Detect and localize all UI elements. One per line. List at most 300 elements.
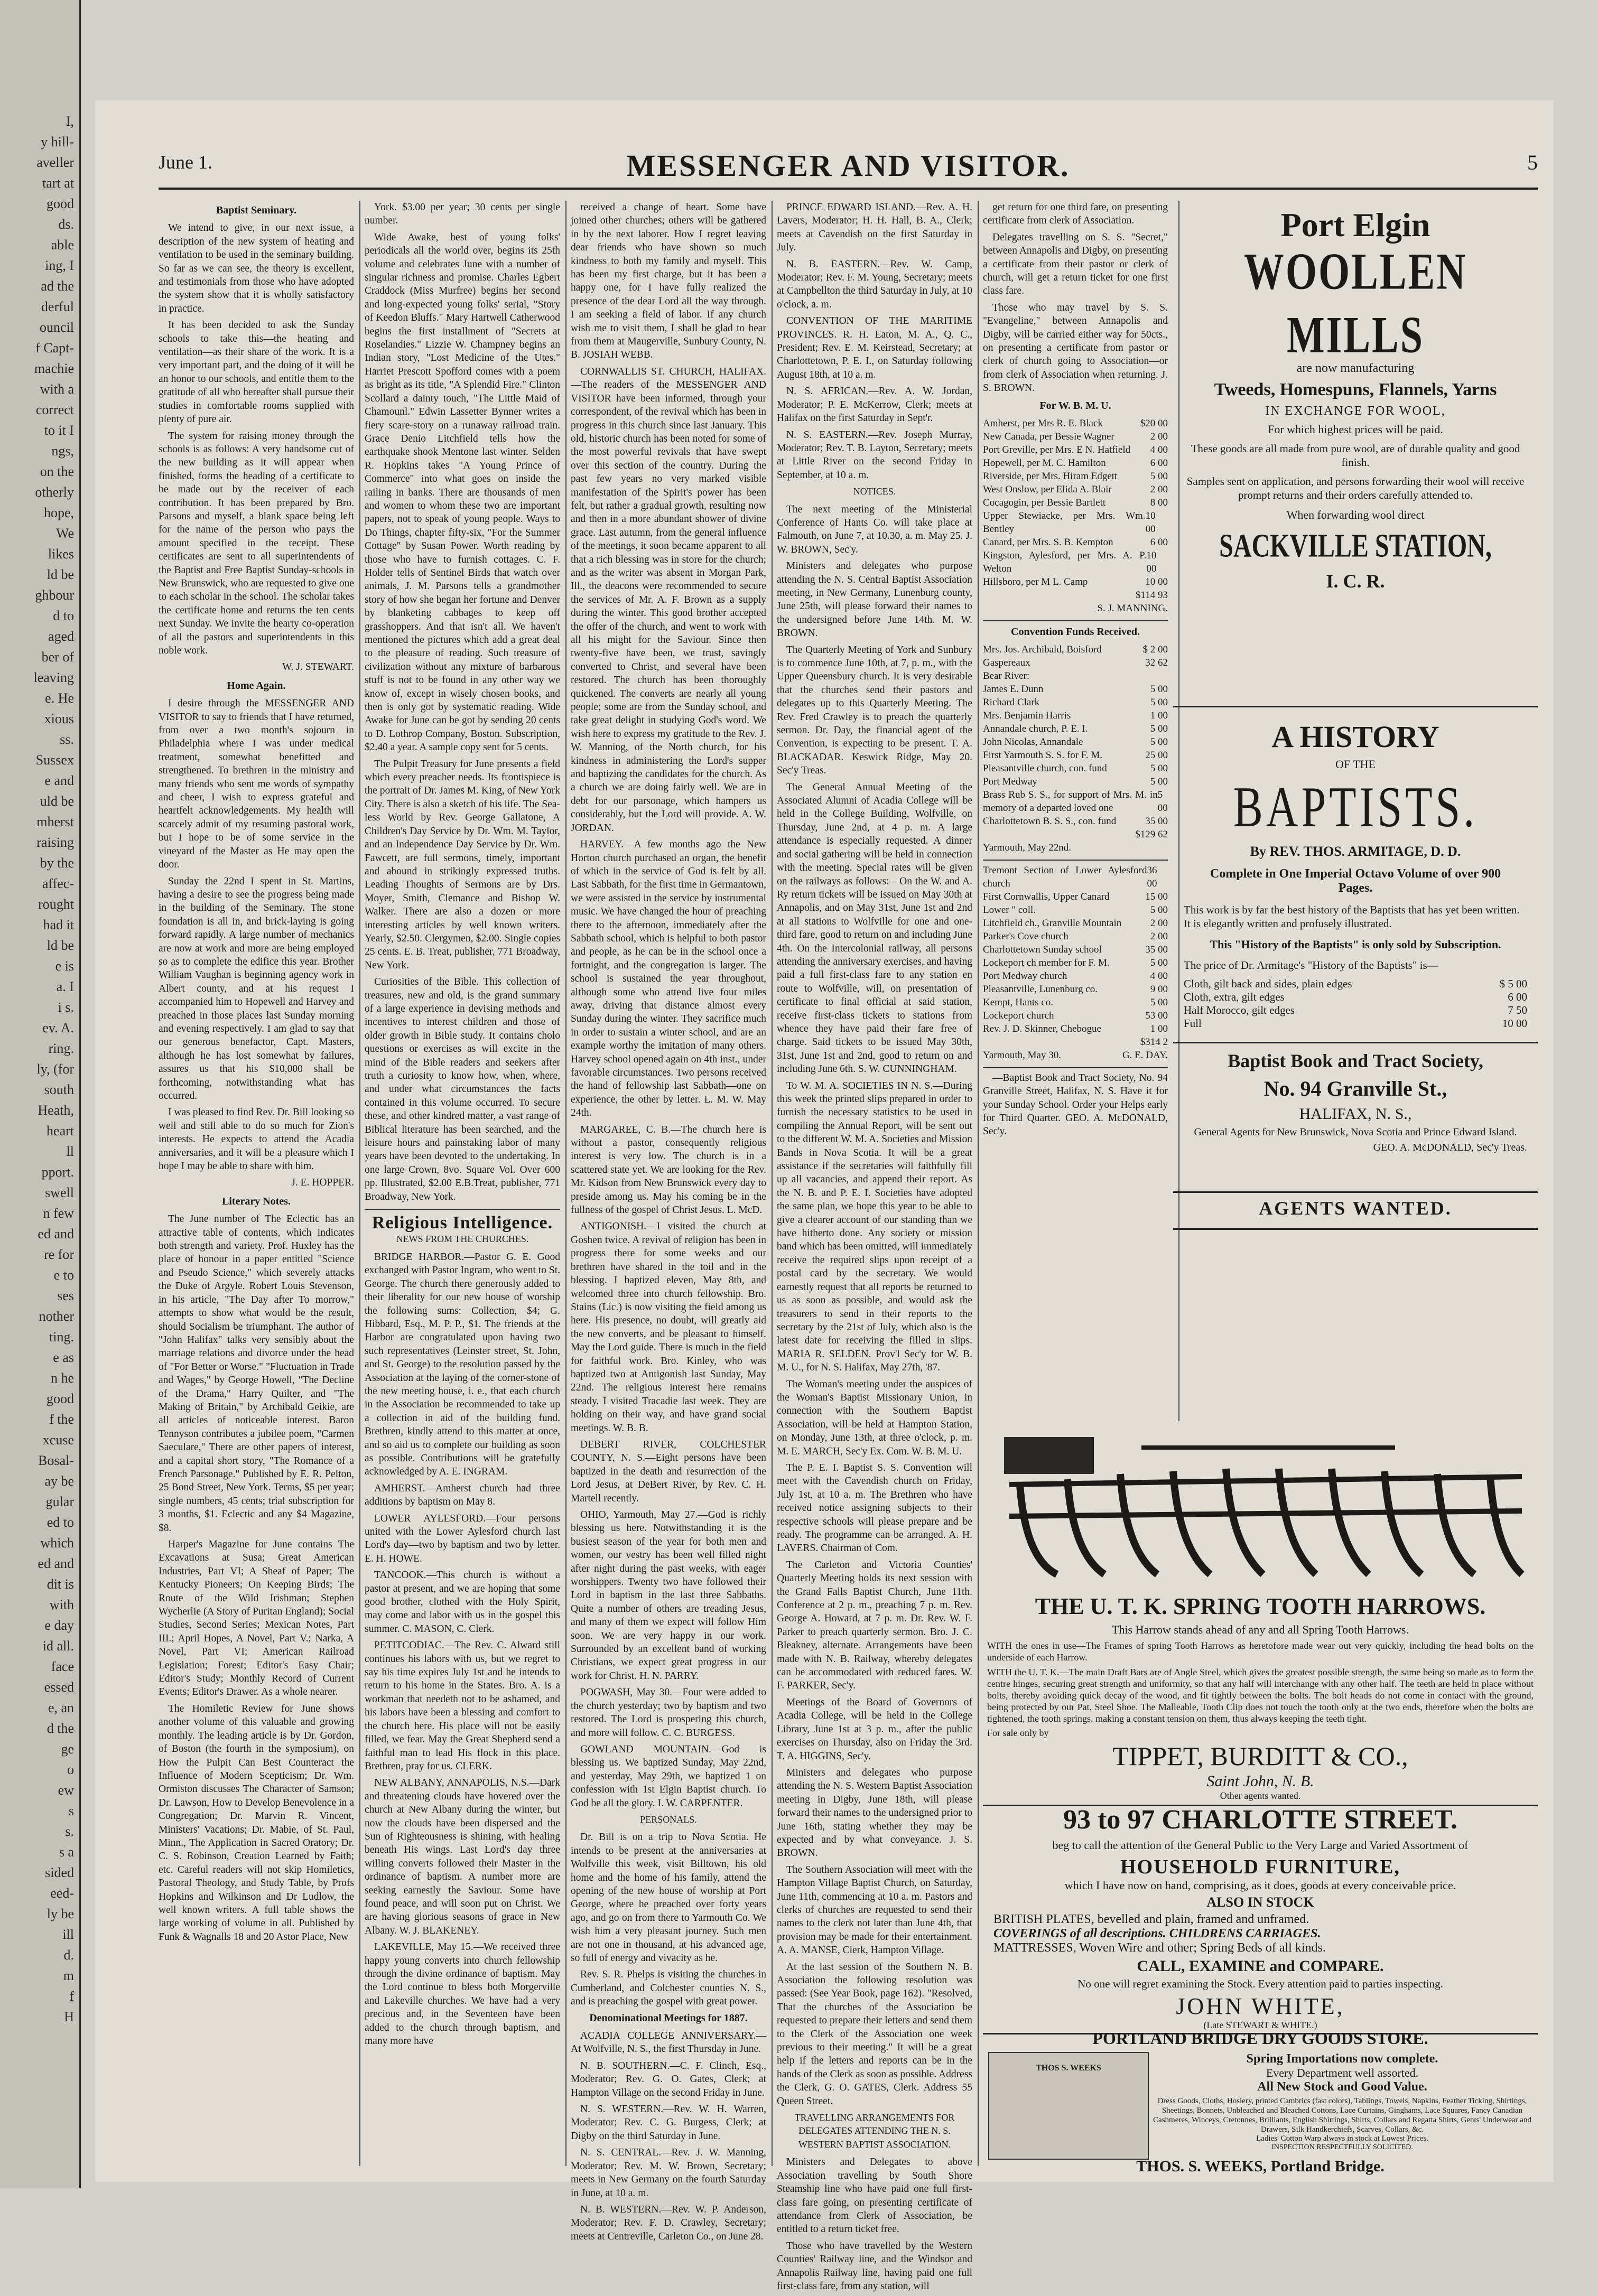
- price-label: Cloth, extra, gilt edges: [1184, 991, 1285, 1003]
- ad-text: beg to call the attention of the General Public to the Very Large and Varied Assortment of: [1052, 1838, 1469, 1852]
- fund-footer: [983, 1049, 1168, 1062]
- fund-amount: 5 00: [1150, 776, 1168, 787]
- fund-amount: 10 00: [1145, 576, 1168, 587]
- notice-item: The Quarterly Meeting of York and Sunbury is to commence June 10th, at 7, p. m., with the Upper Queensbury church. It is very desirable that the churches send their pastors and delegates up to this Quarterly Meeting. The Rev. Fred Crawley is to preach the quarterly sermon. Dr. Day, the financial agent of the Convention, is expecting to be present. T. A. BLACKADAR. Keswick Ridge, May 20. Sec'y Treas.: [777, 644, 972, 777]
- fund-donor: Annandale church, P. E. I.: [983, 723, 1088, 734]
- fund-row: [983, 735, 1168, 749]
- storefront-sign: THOS S. WEEKS: [1036, 2064, 1101, 2073]
- fund-donor: Lockeport ch member for F. M.: [983, 957, 1110, 968]
- news-item: received a change of heart. Some have joined other churches; others will be gathered in by the next laborer. How I regret leaving dear friends who have shown so much kindness to both my family and myself. This has been my first charge, but it has been a happy one, for I have fully realized the presence of the dear Lord all the way through. I am seeking a field of labor. If any church wish me to visit them, I shall be glad to hear from them at Maugerville, Sunbury County, N. B. JOSIAH WEBB.: [571, 202, 766, 361]
- meeting-item: N. B. EASTERN.—Rev. W. Camp, Moderator; Rev. F. M. Young, Secretary; meets at Campbellton the third Saturday in July, at 10 o'clock, a. m.: [777, 258, 972, 310]
- price-row: [1184, 991, 1527, 1004]
- spring-tooth-harrow-ad: [983, 1426, 1538, 1801]
- fragment-line: e day: [44, 1618, 74, 1633]
- fund-row: [983, 443, 1168, 456]
- fund-donor: Cocagogin, per Bessie Bartlett: [983, 497, 1106, 508]
- fund-amount: 53 00: [1145, 1010, 1168, 1021]
- section-heading: Denominational Meetings for 1887.: [589, 2012, 748, 2024]
- fragment-line: e, an: [48, 1700, 74, 1715]
- personals-heading: PERSONALS.: [640, 1814, 697, 1825]
- fragment-line: swell: [45, 1185, 74, 1200]
- meeting-item: N. B. SOUTHERN.—C. F. Clinch, Esq., Moderator; Rev. G. O. Gates, Clerk; at Hampton Village on the second Friday in June.: [571, 2060, 766, 2098]
- ad-text: OF THE: [1335, 758, 1376, 771]
- fund-donor: Lower " coll.: [983, 904, 1036, 916]
- ad-text: (Late STEWART & WHITE.): [983, 2020, 1538, 2034]
- price-label: Cloth, gilt back and sides, plain edges: [1184, 977, 1352, 990]
- ad-text: which I have now on hand, comprising, as it does, goods at every conceivable price.: [1064, 1879, 1456, 1892]
- fragment-line: ev. A.: [42, 1020, 74, 1035]
- price-value: 7 50: [1508, 1004, 1527, 1016]
- ad-headline: Baptist Book and Tract Society,: [1228, 1050, 1483, 1071]
- fragment-line: Heath,: [38, 1103, 74, 1118]
- fragment-line: e and: [44, 773, 74, 788]
- masthead-rule: [159, 188, 1538, 190]
- fund-row: [983, 683, 1168, 696]
- fragment-line: to it I: [44, 423, 74, 438]
- fragment-line: ed and: [38, 1226, 74, 1242]
- religious-intelligence-heading: Religious Intelligence.: [371, 1213, 553, 1233]
- fragment-line: e to: [53, 1267, 74, 1283]
- signature: W. J. STEWART.: [282, 661, 354, 673]
- news-item: LOWER AYLESFORD.—Four persons united with the Lower Aylesford church last Lord's day—two by baptism and two by letter. E. H. HOWE.: [365, 1513, 560, 1564]
- ad-text: For which highest prices will be paid.: [1268, 423, 1443, 436]
- fund-total-row: [983, 1035, 1168, 1049]
- section-heading: Home Again.: [227, 679, 286, 692]
- ad-text: CALL, EXAMINE and COMPARE.: [1137, 1957, 1384, 1975]
- ad-headline: BAPTISTS.: [1233, 776, 1478, 839]
- fund-donor: Upper Stewiacke, per Mrs. Wm. Bentley: [983, 510, 1146, 535]
- fragment-line: We: [56, 526, 74, 541]
- advertisement-column: [1173, 201, 1538, 1230]
- news-item: HARVEY.—A few months ago the New Horton church purchased an organ, the benefit of which in the service of God is felt by all. Last Sabbath, for the first time in Germantown, we were assisted in the service by instrumental music. We have changed the hour of preaching there to the afternoon, immediately after the Sabbath school, which is helpful to both pastor and people, as he can be in the school once a fortnight, and the congregation is larger. The school is sustained the year throughout, although some who attend live four miles away, driving that distance almost every Sunday during the winter. They sacrifice much in order to sustain a winter school, and are an example worthy the imitation of many others. Harvey school opened again on 4th inst., under favorable circumstances. Two persons received the hand of fellowship last Sabbath—one on experience, the other by letter. L. M. W. May 24th.: [571, 839, 766, 1119]
- fund-amount: 5 00: [1150, 470, 1168, 482]
- fund-row: [983, 643, 1168, 656]
- price-label: Half Morocco, gilt edges: [1184, 1004, 1295, 1016]
- notice-item: Ministers and delegates who purpose attending the N. S. Western Baptist Association meeting in Digby, June 18th, will please forward their names to the undersigned prior to June 16th, stating whether they may be expected and by what conveyance. J. S. BROWN.: [777, 1767, 972, 1859]
- fund-amount: 4 00: [1150, 444, 1168, 455]
- agents-wanted-banner: [1173, 1193, 1538, 1230]
- ad-text: I. C. R.: [1326, 571, 1385, 592]
- page-number: 5: [1527, 151, 1538, 174]
- fragment-line: correct: [35, 402, 74, 417]
- fund-amount: 5 00: [1150, 957, 1168, 968]
- ad-headline: HOUSEHOLD FURNITURE,: [1120, 1856, 1400, 1878]
- ad-text: No. 94 Granville St.,: [1263, 1077, 1447, 1100]
- ad-text: This Harrow stands ahead of any and all Spring Tooth Harrows.: [1112, 1623, 1409, 1636]
- fund-amount: 6 00: [1150, 536, 1168, 548]
- fragment-line: derful: [41, 299, 74, 314]
- notice-item: Meetings of the Board of Governors of Acadia College, will be held in the College Library, June 1st at 3 p. m., after the public exercises on Thursday, also on Friday the 3rd. T. A. HIGGINS, Sec'y.: [777, 1696, 972, 1762]
- notice-item: At the last session of the Southern N. B. Association the following resolution was passed: (See Year Book, page 162). "Resolved, That the churches of the Association be requested to prepare their letters and send them to the Clerk of the Association one week previous to their meeting." It will be a great help if the letters and reports can be in the hands of the Clerk as soon as possible. Address the Clerk, G. O. GATES, Clerk. Address 55 Queen Street.: [777, 1961, 972, 2107]
- fund-amount: 35 00: [1145, 944, 1168, 955]
- meeting-item: CONVENTION OF THE MARITIME PROVINCES. R. H. Eaton, M. A., Q. C., President; Rev. E. M. Keirstead, Secretary; at Charlottetown, P. E. I., on Saturday following August 18th, at 10 a. m.: [777, 315, 972, 380]
- article-paragraph: Sunday the 22nd I spent in St. Martins, having a desire to see the progress being made in the building of the Seminary. The stone foundation is all in, and brick-laying is going forward rapidly. A large number of mechanics are now at work and more are being employed so as to complete the edifice this year. Brother William Vaughan is beginning agency work in Albert county, and at his request I accompanied him to Hopewell and Harvey and preached in those places last Sunday morning and evening respectively. I am glad to say that our generous benefactor, Capt. Masters, although he has lost somewhat by failures, assures us that his $10,000 shall be forthcoming, notwithstanding what has occurred.: [159, 875, 354, 1102]
- fund-rows: [983, 417, 1168, 589]
- fund-place: Yarmouth, May 30.: [983, 1049, 1061, 1061]
- fund-row: [983, 722, 1168, 735]
- fund-amount: 2 00: [1150, 930, 1168, 942]
- fund-amount: 10 00: [1146, 549, 1157, 574]
- article-paragraph: I was pleased to find Rev. Dr. Bill looking so well and still able to do so much for Zion's interests. He expects to attend the Acadia anniversaries, and it will be a pleasure which I hope I may be able to share with him.: [159, 1107, 354, 1172]
- portland-bridge-dry-goods-ad: [983, 2029, 1538, 2177]
- fragment-line: leaving: [33, 670, 74, 685]
- section-heading: Literary Notes.: [222, 1195, 291, 1207]
- fund-donor: New Canada, per Bessie Wagner: [983, 431, 1114, 442]
- ad-text: These goods are all made from pure wool, are of durable quality and good finish.: [1191, 442, 1520, 469]
- ad-text: By REV. THOS. ARMITAGE, D. D.: [1250, 844, 1461, 859]
- fund-row: [983, 943, 1168, 956]
- notice-item: —Baptist Book and Tract Society, No. 94 Granville Street, Halifax, N. S. Have it for your Sunday School. Order your Helps early for Third Quarter. GEO. A. McDONALD, Sec'y.: [983, 1072, 1168, 1137]
- fund-place: Yarmouth, May 22nd.: [983, 842, 1071, 853]
- fund-donor: Pleasantville church, con. fund: [983, 762, 1107, 774]
- fragment-line: i s.: [58, 1000, 74, 1015]
- fragment-line: ds.: [58, 217, 74, 232]
- fund-amount: 6 00: [1150, 457, 1168, 469]
- fragment-line: s.: [65, 1824, 74, 1839]
- fund-total-row: [983, 828, 1168, 841]
- fragment-line: raising: [36, 835, 74, 850]
- paper-title: MESSENGER AND VISITOR.: [626, 148, 1070, 183]
- ad-text: Tweeds, Homespuns, Flannels, Yarns: [1214, 380, 1497, 399]
- column-divider: [772, 201, 773, 2166]
- fragment-line: H: [64, 2009, 74, 2024]
- fund-donor: Lockeport church: [983, 1010, 1054, 1021]
- fund-donor: Canard, per Mrs. S. B. Kempton: [983, 536, 1113, 548]
- fragment-line: ly be: [47, 1906, 74, 1921]
- news-item: AMHERST.—Amherst church had three additions by baptism on May 8.: [365, 1482, 560, 1508]
- fragment-line: with: [49, 1597, 74, 1612]
- fund-amount: 5 00: [1150, 736, 1168, 748]
- ad-text: INSPECTION RESPECTFULLY SOLICITED.: [1271, 2143, 1413, 2151]
- news-item: DEBERT RIVER, COLCHESTER COUNTY, N. S.—Eight persons have been baptized in the death and resurrection of the Lord Jesus, at DeBert River, by Rev. C. H. Martell recently.: [571, 1439, 766, 1504]
- fund-total: $129 62: [1135, 828, 1168, 840]
- column-divider: [978, 201, 979, 2166]
- news-item: CORNWALLIS ST. CHURCH, HALIFAX.—The readers of the MESSENGER AND VISITOR have been informed, through your correspondent, of the revival which has been in progress in this church since last January. This old, historic church has been noted for some of the most powerful revivals that have swept over this section of the country. During the past few years no very marked visible manifestation of the Spirit's power has been felt, but rather a gradual growth, resulting now and then in a more abundant shower of divine grace. Last autumn, from the general influence of the meetings, it soon became apparent to all that a rich blessing was in store for the church; and as the writer was absent in Morgan Park, Ill., the deacons were recommended to secure the services of Mr. A. F. Brown as a supply during the winter. This good brother accepted the offer of the church, and went to work with all his might for the Saviour. Since then twenty-five have been, we trust, savingly converted to Christ, and several have been restored. The church has been thoroughly quickened. The converts are nearly all young people; some are from the Sunday school, and take great delight in studying God's word. We wish here to express my gratitude to the Rev. J. W. Manning, of the North church, for his kindness in administering the Lord's supper and baptizing the candidates for the church. As a church we are doing fairly well. We are in debt for our parsonage, which hampers us considerably, but the Lord will provide. A. W. JORDAN.: [571, 366, 766, 834]
- fund-amount: 2 00: [1150, 431, 1168, 442]
- column-5: [983, 201, 1168, 1142]
- ad-text: Complete in One Imperial Octavo Volume of over 900 Pages.: [1210, 867, 1501, 895]
- price-value: 10 00: [1502, 1017, 1527, 1030]
- fund-amount: 1 00: [1150, 1023, 1168, 1034]
- fund-amount: 5 00: [1150, 683, 1168, 695]
- ad-text: For sale only by: [987, 1728, 1049, 1738]
- signature: G. E. DAY.: [1122, 1049, 1168, 1061]
- fragment-line: ld be: [47, 567, 74, 582]
- fund-amount: 5 00: [1150, 723, 1168, 734]
- fund-amount: 10 00: [1145, 510, 1156, 535]
- fragment-line: eed-: [50, 1886, 74, 1901]
- ad-headline: WOOLLEN MILLS: [1243, 242, 1467, 364]
- fragment-line: f: [69, 1989, 74, 2004]
- fund-row: [983, 969, 1168, 983]
- fund-donor: Parker's Cove church: [983, 930, 1069, 942]
- fragment-line: likes: [48, 546, 74, 562]
- notice-item: The General Annual Meeting of the Associated Alumni of Acadia College will be held in the College Building, Wolfville, on Thursday, June 2nd, at 4 p. m. A large attendance is especially requested. A dinner and social gathering will be held in connection with the meeting. Special rates will be given on the railways as follows:—On the W. and A. Ry return tickets will be issued on May 30th at Annapolis, and on May 31st, June 1st and 2nd at all stations to Wolfville for one and one-third fare, good to return on and including June 4th. On the Intercolonial railway, all persons attending the anniversary exercises, and having paid a full first-class fare to any station en route to Wolfville, will, on presentation of certificate to final official at said station, receive first-class tickets to stations from whence they have paid their fare free of charge. Said tickets to be issued May 30th, 31st, June 1st and 2nd, good to return on and including June 6th. S. W. CUNNINGHAM.: [777, 781, 972, 1075]
- newspaper-page: [95, 100, 1554, 2292]
- fund-row: [983, 983, 1168, 996]
- fragment-line: machie: [34, 361, 74, 376]
- ad-text: Dress Goods, Cloths, Hosiery, printed Cambrics (fast colors), Tablings, Towels, Napkins, Feather Ticking, Shirtings, Sheetings, Bonnets, Unbleached and Bleached Cottons, Lace Curtains, Ginghams, Lace Squares, Fancy Canadian Cashmeres, Winceys, Cretonnes, Brilliants, English Shirtings, Shirts, Collars and Regatta Shirts, Gents' Underwear and Drawers, Silk Handkerchiefs, Scarves, Collars, &c.: [1153, 2097, 1531, 2134]
- meeting-item: PRINCE EDWARD ISLAND.—Rev. A. H. Lavers, Moderator; H. H. Hall, B. A., Clerk; meets at Cavendish on the first Saturday in July.: [777, 202, 972, 254]
- history-of-baptists-ad: [1173, 707, 1538, 1193]
- fund-rows: [983, 864, 1168, 1035]
- ad-headline: PORTLAND BRIDGE DRY GOODS STORE.: [1092, 2029, 1428, 2048]
- ad-text: The price of Dr. Armitage's "History of the Baptists" is—: [1184, 959, 1438, 972]
- notice-item: Ministers and delegates who purpose attending the N. S. Central Baptist Association meeting, in New Germany, Lunenburg county, June 25th, will please forward their names to the undersigned before June 14th. M. W. BROWN.: [777, 561, 972, 639]
- fragment-line: dit is: [47, 1576, 74, 1592]
- ad-text: When forwarding wool direct: [1286, 508, 1425, 521]
- fund-amount: 8 00: [1150, 497, 1168, 508]
- issue-date: June 1.: [159, 152, 212, 173]
- article-paragraph: We intend to give, in our next issue, a description of the new system of heating and ventilation to be used in the seminary building. So far as we can see, the theory is excellent, and testimonials from those who have adopted the system show that it is wholly satisfactory in practice.: [159, 222, 354, 314]
- port-elgin-woollen-mills-ad: [1173, 201, 1538, 707]
- news-item: TANCOOK.—This church is without a pastor at present, and we are hoping that some good brother, clothed with the Holy Spirit, may come and labor with us in the gospel this summer. C. MASON, C. Clerk.: [365, 1570, 560, 1635]
- article-paragraph: Harper's Magazine for June contains The Excavations at Susa; Great American Industries, Part VI; A Sheaf of Paper; The Kentucky Pioneers; On Keeping Birds; The Route of the Wild Irishman; Stephen Wycherlie (A Story of Puritan England); Social Studies, Second Series; Mexican Notes, Part III.; April Hopes, A Novel, Part V.; Narka, A Novel, Part VI; American Railroad Legislation; Forest; Editor's Easy Chair; Editor's Study; Monthly Record of Current Events; Editor's Drawer. As a whole nearer.: [159, 1539, 354, 1698]
- fragment-line: y hill-: [41, 134, 74, 150]
- fund-row: [983, 483, 1168, 496]
- fragment-line: n he: [50, 1370, 74, 1386]
- fund-total: $314 2: [1140, 1036, 1168, 1048]
- harrow-seat-icon: [1004, 1437, 1094, 1474]
- fund-row: [983, 430, 1168, 443]
- section-heading: Baptist Seminary.: [216, 204, 297, 216]
- fund-row: [983, 864, 1168, 890]
- meeting-item: N. S. EASTERN.—Rev. Joseph Murray, Moderator; Rev. T. B. Layton, Secretary; meets at Little River on the second Friday in September, at 10 a. m.: [777, 429, 972, 481]
- notice-item: To W. M. A. SOCIETIES IN N. S.—During this week the printed slips prepared in order to furnish the necessary statistics to be used in compiling the Annual Report, will be sent out to the different W. M. A. Societies and Mission Bands in Nova Scotia. It will be a great assistance if the secretaries will faithfully fill up all vacancies, and append their report. As the N. B. and P. E. I. Societies have adopted the same plan, we hope this year to be able to give a clearer account of our standing than we have hitherto done. Any society or mission band which has been omitted, will immediately receive the required slips upon receipt of a postal card by the secretary. We would earnestly request that all reports be returned to us as soon as possible, and would ask the treasurers to send in their reports to the secretary by the 21st of July, which also is the latest date for receiving the filled in slips. MARIA R. SELDEN. Prov'l Sec'y for W. B. M. U., for N. S. Halifax, May 27th, '87.: [777, 1080, 972, 1374]
- fragment-line: hope,: [43, 505, 74, 520]
- article-paragraph: The system for raising money through the schools is as follows: A very handsome cut of the new building as it will appear when finished, forms the heading of a certificate to be made out by the receiver of each contribution. It has been prepared by Bro. Parsons and myself, a blank space being left for the name of the person who pays the amount specified in the receipt. These certificates are sent to all superintendents of the Baptist and Free Baptist Sunday-schools in New Brunswick, who are requested to give one to each scholar in the school. The scholar takes the certificate home and returns the ten cents next Sunday. We invite the hearty co-operation of all the pastors and superintendents in this noble work.: [159, 430, 354, 656]
- fund-amount: 36 00: [1147, 864, 1157, 889]
- fund-row: [983, 536, 1168, 549]
- ad-headline: A HISTORY: [1271, 720, 1439, 754]
- fund-row: [983, 496, 1168, 509]
- article-paragraph: The June number of The Eclectic has an attractive table of contents, which indicates both strength and variety. Prof. Huxley has the place of honour in a paper entitled "Science and Pseudo Science," which severely attacks the Duke of Argyle. Robert Louis Stevenson, in his article, "The Day after To morrow," attempts to show what would be the result, should Socialism be triumphant. The author of "John Halifax" talks very sensibly about the marriage relations and divorce under the head of "For Better or Worse." "Fluctuation in Trade and Wages," by George Howell, "The Decline of the Drama," Harry Quilter, and "The Making of Britain," by Archibald Geikie, are all articles of noticeable interest. Baron Tennyson contributes a jubilee poem, "Carmen Saeculare," There are other papers of interest, and a capital short story, "The Romance of a French Parsonage." Published by E. R. Pelton, 25 Bond Street, New York. Terms, $5 per year; single numbers, 45 cents; trial subscription for 3 months, $1. Eclectic and any $4 Magazine, $8.: [159, 1214, 354, 1534]
- fund-donor: Hillsboro, per M L. Camp: [983, 576, 1088, 587]
- fund-amount: 4 00: [1150, 970, 1168, 982]
- fund-row: [983, 815, 1168, 828]
- article-paragraph: I desire through the MESSENGER AND VISITOR to say to friends that I have returned, from over a two month's sojourn in Philadelphia where I was under medical treatment, somewhat benefitted and strengthened. To brethren in the ministry and many friends who sent me words of sympathy and cheer, I wish to express grateful and heartfelt acknowledgements. My health will scarcely admit of my resuming pastoral work, but I hope to be of some service in the vineyard of the Master as He may open the door.: [159, 698, 354, 871]
- column-divider: [359, 201, 360, 2166]
- fund-amount: 32 62: [1145, 657, 1168, 668]
- price-row: [1184, 1017, 1527, 1030]
- fund-heading: For W. B. M. U.: [1039, 399, 1111, 412]
- column-2: [365, 201, 560, 2051]
- fragment-line: ghbour: [35, 587, 74, 603]
- meeting-item: N. S. WESTERN.—Rev. W. H. Warren, Moderator; Rev. C. G. Burgess, Clerk; at Digby on the third Saturday in June.: [571, 2104, 766, 2142]
- fund-donor: Port Medway: [983, 776, 1037, 787]
- fragment-line: tart at: [42, 175, 74, 191]
- ad-headline: JOHN WHITE,: [1176, 1993, 1345, 2019]
- fragment-line: mherst: [36, 814, 74, 829]
- signature: J. E. HOPPER.: [291, 1177, 354, 1189]
- ad-text: COVERINGS of all descriptions. CHILDRENS CARRIAGES.: [993, 1927, 1321, 1940]
- fragment-line: xious: [44, 711, 74, 726]
- fragment-line: essed: [44, 1679, 74, 1695]
- fragment-line: ad the: [41, 278, 74, 294]
- notice-item: get return for one third fare, on presenting certificate from clerk of Association.: [983, 202, 1168, 227]
- fragment-line: Bosal-: [38, 1453, 74, 1468]
- fragment-line: f Capt-: [35, 340, 74, 356]
- news-subheading: NEWS FROM THE CHURCHES.: [396, 1234, 529, 1245]
- fragment-line: pport.: [41, 1164, 74, 1180]
- ad-text: General Agents for New Brunswick, Nova Scotia and Prince Edward Island.: [1194, 1126, 1517, 1138]
- fragment-line: with a: [40, 381, 74, 397]
- ad-headline: 93 to 97 CHARLOTTE STREET.: [1063, 1805, 1457, 1835]
- fragment-line: on the: [40, 464, 74, 479]
- fund-row: [983, 417, 1168, 430]
- fund-donor: Mrs. Benjamin Harris: [983, 710, 1071, 721]
- fund-row: [983, 709, 1168, 722]
- ad-headline: THE U. T. K. SPRING TOOTH HARROWS.: [1035, 1593, 1486, 1619]
- fragment-line: ly, (for: [36, 1061, 74, 1077]
- fund-donor: Hopewell, per M. C. Hamilton: [983, 457, 1106, 469]
- fund-donor: Bear River:: [983, 670, 1030, 682]
- fund-amount: 5 00: [1150, 696, 1168, 708]
- notice-item: Those who may travel by S. S. "Evangeline," between Annapolis and Digby, will be carried either way for 50cts., on presenting a certificate from pastor or clerk of church going to Association—or from clerk of Association when returning. J. S. BROWN.: [983, 302, 1168, 394]
- fund-amount: 2 00: [1150, 483, 1168, 495]
- section-rule: [365, 1209, 560, 1210]
- fragment-line: s: [68, 1803, 74, 1818]
- ad-text: MATTRESSES, Woven Wire and other; Spring Beds of all kinds.: [993, 1941, 1326, 1955]
- fund-donor: Rev. J. D. Skinner, Chebogue: [983, 1023, 1101, 1034]
- fragment-line: affec-: [42, 876, 74, 891]
- price-row: [1184, 1004, 1527, 1017]
- fund-donor: Tremont Section of Lower Aylesford church: [983, 864, 1147, 889]
- portland-ad-text: [1152, 2052, 1532, 2152]
- fund-amount: 5 00: [1150, 996, 1168, 1008]
- ad-text: All New Stock and Good Value.: [1257, 2080, 1427, 2094]
- fund-donor: First Cornwallis, Upper Canard: [983, 891, 1110, 902]
- fund-row: [983, 1009, 1168, 1022]
- fund-donor: Litchfield ch., Granville Mountain: [983, 917, 1122, 929]
- ad-text: IN EXCHANGE FOR WOOL,: [1265, 404, 1446, 418]
- fund-donor: Mrs. Jos. Archibald, Boisford: [983, 643, 1102, 655]
- tract-society-notice: [1173, 1042, 1538, 1154]
- signature: S. J. MANNING.: [1097, 602, 1168, 614]
- storefront-illustration: [988, 2052, 1149, 2160]
- ad-text: Ladies' Cotton Warp always in stock at Lowest Prices.: [1256, 2134, 1428, 2143]
- fund-donor: Port Greville, per Mrs. E N. Hatfield: [983, 444, 1131, 455]
- ad-text: BRITISH PLATES, bevelled and plain, framed and unframed.: [993, 1912, 1309, 1926]
- fragment-line: able: [51, 237, 74, 253]
- fund-row: [983, 788, 1168, 815]
- fund-amount: 5 00: [1157, 789, 1168, 814]
- fund-row: [983, 917, 1168, 930]
- fragment-line: south: [44, 1082, 74, 1097]
- fund-amount: 35 00: [1145, 815, 1168, 827]
- article-paragraph: Wide Awake, best of young folks' periodicals all the world over, begins its 25th volume and celebrates June with a number of singular richness and promise. Charles Egbert Craddock (Miss Murfree) begins her second and long-expected young folks' serial, "Story of Keedon Bluffs." Mary Hartwell Catherwood begins the first installment of "Secrets at Roselandies." Lizzie W. Champney begins an Indian story, "Lost Medicine of the Utes." Harriet Prescott Spofford comes with a poem as bright as its title, "A Splendid Fire." Clinton Scollard a dainty touch, "The Little Maid of Chamounl." Edwin Lassetter Bynner writes a fiery scare-story on a runaway railroad train. Grace Denio Litchfield tells how the earthquake shook Mentone last winter. Selden R. Hopkins takes "A Young Prince of Commerce" into what goes on inside the railing in banks. There are thousands of men and women to whom these two are important papers, not to speak of young people. Ways to Do Things, chapter fifty-six, "For the Summer Cottage" by Susan Power. Worth reading by those who have to furnish cottages. C. F. Holder tells of Sentinel Birds that watch over animals, J. M. Parsons tells a grandmother story of how she began her fortune and Denver by blanketing cabbages to keep off grasshoppers. And that isn't all. We haven't mentioned the pictures which add a great deal to the pleasure of reading. Such treasure of civilization without any mixture of barbarous stuff is not to be found in any other way we know of, except in wisely chosen books, and then is only got by systematic reading. Wide Awake for June can be got by sending 20 cents to D. Lothrop Company, Boston. Subscription, $2.40 a year. A sample copy sent for 5 cents.: [365, 231, 560, 753]
- notice-item: Delegates travelling on S. S. "Secret," between Annapolis and Digby, on presenting a certificate from their pastor or clerk of church, will get a return ticket for one first class fare.: [983, 231, 1168, 297]
- adjacent-page-edge: [0, 0, 81, 2188]
- section-rule: [983, 1067, 1168, 1068]
- meeting-item: ACADIA COLLEGE ANNIVERSARY.—At Wolfville, N. S., the first Thursday in June.: [571, 2030, 766, 2055]
- fund-donor: Gaspereaux: [983, 657, 1030, 668]
- fund-donor: Charlottetown Sunday school: [983, 944, 1102, 955]
- fragment-line: ouncil: [40, 320, 74, 335]
- article-paragraph: The Homiletic Review for June shows another volume of this valuable and growing monthly. The leading article is by Dr. Gordon, of Boston (the fourth in the symposium), on How the Pulpit Can Best Counteract the Influence of Modern Scepticism; Dr. Wm. Ormiston discusses The Character of Samson; Dr. Lawson, How to Develop Benevolence in a Congregation; Dr. Marvin R. Vincent, Ministers' Vacations; Dr. Mabie, of St. Paul, Minn., The Application in Sacred Oratory; Dr. C. S. Robinson, Creation Learned by Faith; etc. Careful readers will not skip Homiletics, Pastoral Theology, and Study Table, by Profs Hopkins and Wilkinson and Dr Ludlow, the well known writers. A full table shows the large working of volume in all. Published by Funk & Wagnalls 18 and 20 Astor Place, New: [159, 1703, 354, 1943]
- ad-text: GEO. A. McDONALD, Sec'y Treas.: [1373, 1142, 1527, 1153]
- news-item: GOWLAND MOUNTAIN.—God is blessing us. We baptized Sunday, May 22nd, and yesterday, May 29th, we baptized 1 on confession with 1st Elgin Baptist church. To God be all the glory. I. W. CARPENTER.: [571, 1743, 766, 1809]
- travel-heading: TRAVELLING ARRANGEMENTS FOR DELEGATES ATTENDING THE N. S. WESTERN BAPTIST ASSOCIATION.: [794, 2112, 955, 2150]
- fragment-line: d to: [53, 608, 74, 623]
- fragment-line: face: [51, 1659, 74, 1674]
- meeting-item: N. S. AFRICAN.—Rev. A. W. Jordan, Moderator; P. E. McKerrow, Clerk; meets at Halifax on the first Saturday in Sept'r.: [777, 386, 972, 424]
- meeting-item: N. B. WESTERN.—Rev. W. P. Anderson, Moderator; Rev. F. D. Crawley, Secretary; meets at Centreville, Carleton Co., on June 28.: [571, 2204, 766, 2242]
- ad-text: are now manufacturing: [1296, 361, 1415, 375]
- fragment-line: n few: [43, 1206, 74, 1221]
- notice-item: The Woman's meeting under the auspices of the Woman's Baptist Missionary Union, in connection with the Southern Baptist Association, will be held at Hampton Station, on Monday, June 13th, at three o'clock, p. m. M. E. MARCH, Sec'y Ex. Com. W. B. M. U.: [777, 1378, 972, 1457]
- fragment-line: xcuse: [42, 1432, 74, 1448]
- ad-headline: TIPPET, BURDITT & CO.,: [1112, 1741, 1408, 1771]
- fund-row: [983, 930, 1168, 943]
- fragment-line: e as: [53, 1350, 74, 1365]
- fund-donor: Port Medway church: [983, 970, 1067, 982]
- adjacent-page-fragments: [0, 111, 78, 2027]
- fragment-line: ld be: [47, 938, 74, 953]
- column-divider: [565, 201, 566, 2166]
- column-3: [571, 201, 766, 2246]
- ad-text: Samples sent on application, and persons forwarding their wool will receive prompt returns and their orders carefully attended to.: [1186, 475, 1525, 501]
- ad-text: This "History of the Baptists" is only sold by Subscription.: [1210, 938, 1501, 951]
- article-paragraph: The Pulpit Treasury for June presents a field which every preacher needs. Its frontispiece is the portrait of Dr. James M. King, of New York City. There is also a sketch of his life. The Sea-less World by Rev. George Gallatone, A Children's Day Service by Dr. Wm. M. Taylor, and an Independence Day Service by Dr. Wm. Fawcett, are full sermons, timely, important and abound in strikingly expressed truths. Leading Thoughts of Sermons are by Drs. Moyer, Smith, Clemance and Bishop W. Walker. There are also a dozen or more interesting articles by well known writers. Yearly, $2.50. Clergymen, $2.00. Single copies 25 cents. E. B. Treat, publisher, 771 Broadway, New York.: [365, 758, 560, 971]
- news-item: OHIO, Yarmouth, May 27.—God is richly blessing us here. Notwithstanding it is the busiest season of the year for both men and women, our vestry has been well filled night after night during the past weeks, with eager worshippers. Twenty two have followed their Lord in baptism in the last three Sabbaths. Quite a number of others are treading Jesus, and many of them we expect will follow Him soon. We are very happy in our work. Surrounded by an excellent band of working Christians, we expect great progress in our work for Christ. H. N. PARRY.: [571, 1509, 766, 1682]
- fragment-line: rought: [38, 897, 74, 912]
- fund-amount: 25 00: [1145, 749, 1168, 761]
- fund-row: [983, 749, 1168, 762]
- fund-donor: Kempt, Hants co.: [983, 996, 1053, 1008]
- fragment-line: ting.: [49, 1329, 74, 1345]
- price-row: [1184, 977, 1527, 991]
- fragment-line: nother: [39, 1309, 74, 1324]
- fund-donor: Kingston, Aylesford, per Mrs. A. P. Welton: [983, 549, 1147, 574]
- fund-donor: West Onslow, per Elida A. Blair: [983, 483, 1112, 495]
- ad-headline: SACKVILLE STATION,: [1219, 528, 1492, 564]
- fragment-line: ay be: [44, 1473, 74, 1489]
- fund-donor: Richard Clark: [983, 696, 1040, 708]
- fragment-line: sided: [45, 1865, 74, 1880]
- ad-text: Every Department well assorted.: [1266, 2066, 1419, 2079]
- section-rule: [983, 620, 1168, 621]
- price-label: Full: [1184, 1017, 1202, 1030]
- fragment-line: ses: [57, 1288, 74, 1303]
- harrow-illustration: [983, 1426, 1538, 1585]
- fund-row: [983, 996, 1168, 1009]
- fragment-line: ing, I: [45, 258, 74, 273]
- fragment-line: id all.: [42, 1638, 74, 1654]
- fund-heading: Convention Funds Received.: [1011, 626, 1140, 638]
- ad-text: ALSO IN STOCK: [1206, 1894, 1314, 1910]
- fund-donor: John Nicolas, Annandale: [983, 736, 1083, 748]
- fund-amount: $ 2 00: [1142, 643, 1168, 655]
- fund-row: [983, 669, 1168, 683]
- ad-text: WITH the ones in use—The Frames of spring Tooth Harrows as heretofore made wear out very quickly, including the head bolts on the underside of each Harrow.: [987, 1640, 1534, 1663]
- further-fund-list: [983, 864, 1168, 1062]
- fragment-line: d the: [47, 1721, 74, 1736]
- fund-row: [983, 509, 1168, 536]
- fragment-line: m: [63, 1968, 74, 1983]
- fragment-line: heart: [47, 1123, 74, 1138]
- fund-amount: 15 00: [1145, 891, 1168, 902]
- ad-text: Spring Importations now complete.: [1246, 2052, 1438, 2066]
- fragment-line: by the: [40, 855, 74, 871]
- fragment-line: good: [47, 196, 74, 211]
- fund-row: [983, 656, 1168, 669]
- notice-item: Those who have travelled by the Western Counties' Railway line, and the Windsor and Annapolis Railway line, having paid one full first-class fare, from any station, will: [777, 2240, 972, 2292]
- column-4: [777, 201, 972, 2296]
- fund-donor: Riverside, per Mrs. Hiram Edgett: [983, 470, 1118, 482]
- news-item: Dr. Bill is on a trip to Nova Scotia. He intends to be present at the anniversaries at Wolfville this week, visit Billtown, his old home and the home of his family, attend the opening of the new house of worship at Port George, where he preached over forty years ago, and go on from there to Yarmouth Co. We wish him a very pleasant journey. Such men are not one in thousand, at his advanced age, so full of energy and vivacity as he.: [571, 1832, 766, 1964]
- fragment-line: good: [47, 1391, 74, 1406]
